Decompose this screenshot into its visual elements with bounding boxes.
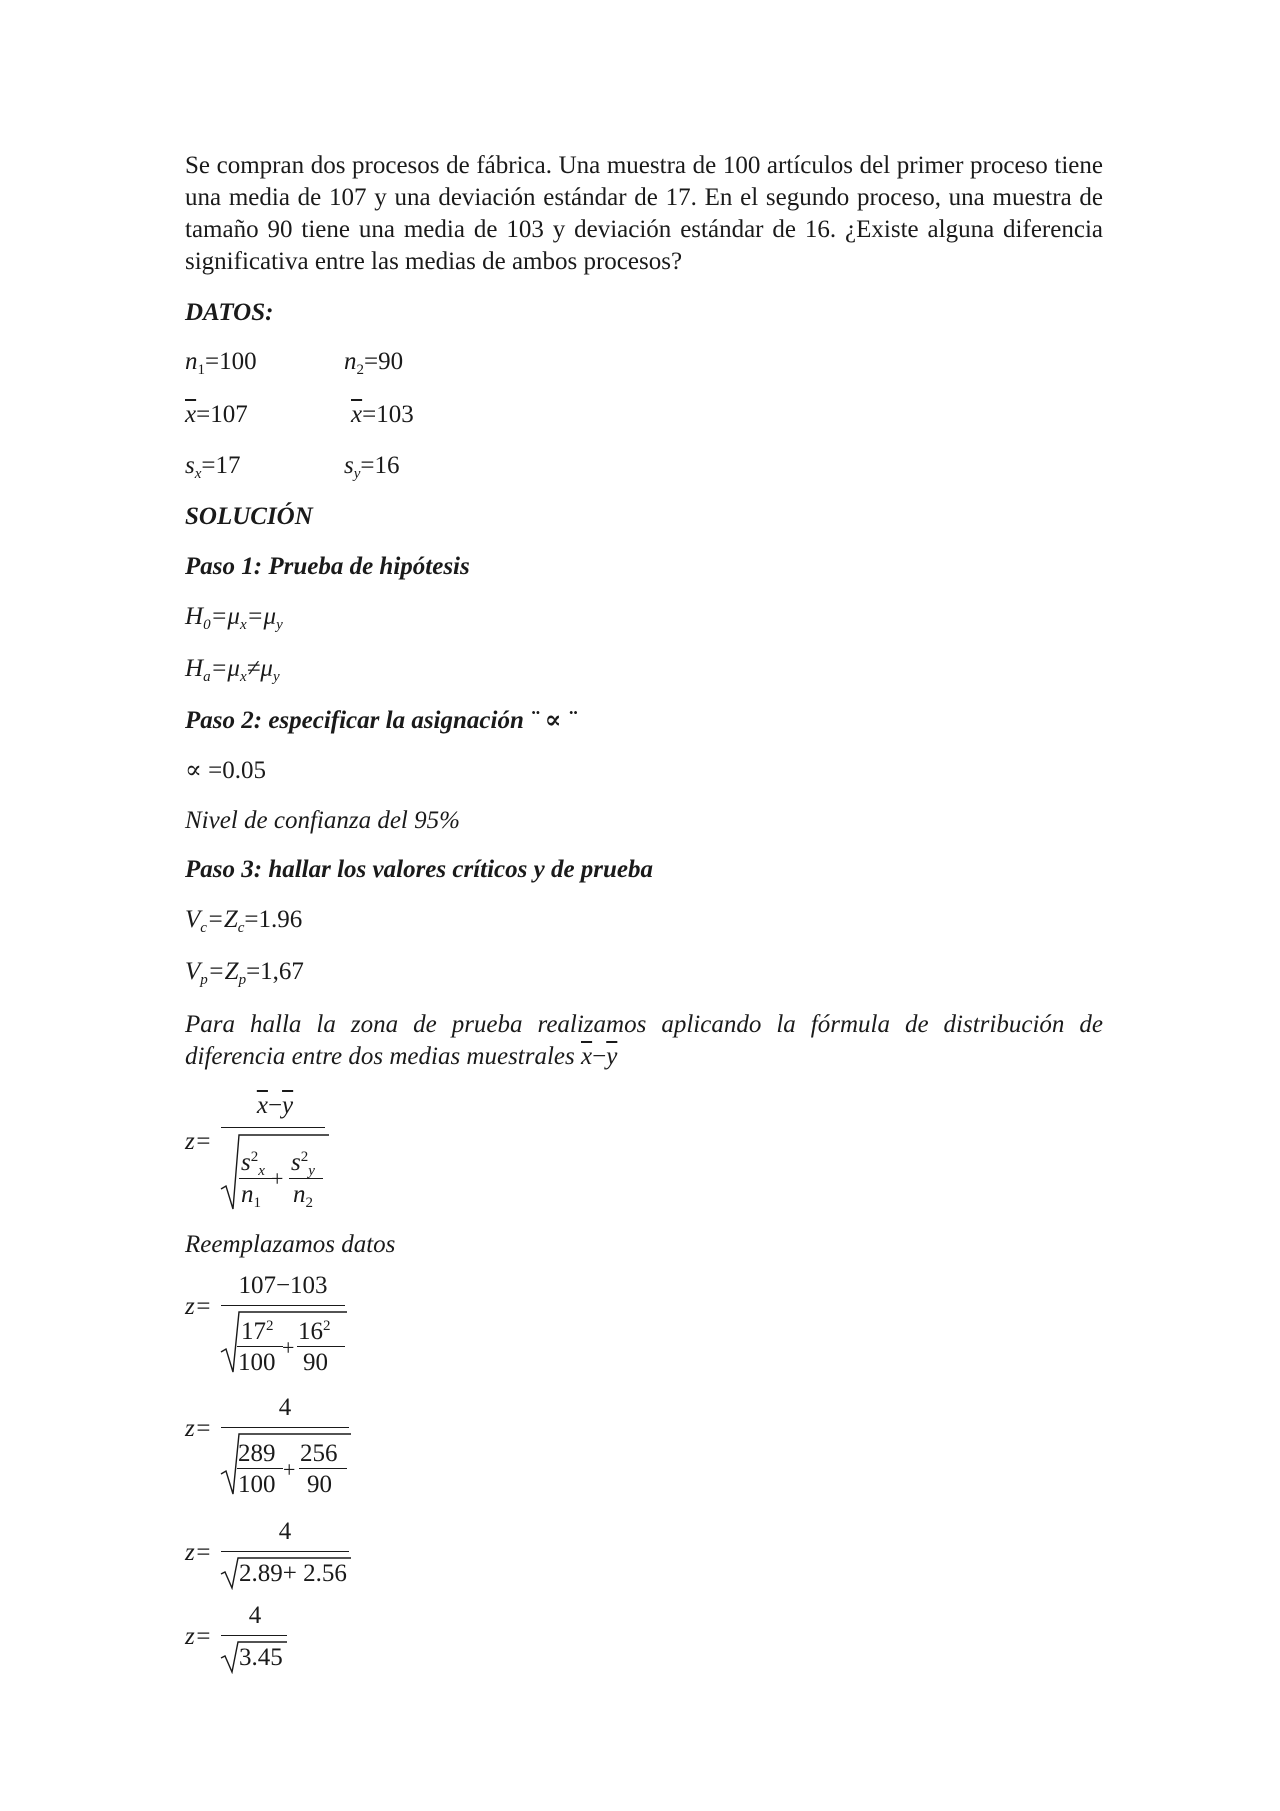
paso3-heading: Paso 3: hallar los valores críticos y de prueba (185, 856, 654, 883)
z-step-4: z= 4 3.45 (185, 1600, 305, 1680)
z-step-2: z= 4 289 100 + 256 90 (185, 1392, 355, 1502)
solucion-heading: SOLUCIÓN (185, 503, 313, 530)
z-step-1: z= 107−103 $17^2$ 100 + $16^2$ 90 (185, 1270, 355, 1380)
n2-value: $n_2=90$ (344, 348, 404, 378)
sy-value: $s_y=16$ (344, 452, 400, 482)
test-value: $V_p=Z_p=1,67$ (185, 958, 304, 988)
alt-hypothesis: $H_a=\mu_x\ne\mu_y$ (185, 655, 280, 685)
mean-x-value: $\overline{x}=107$ (185, 401, 248, 428)
datos-heading: DATOS: (185, 299, 274, 326)
paso2-heading: Paso 2: especificar la asignación ¨ ∝ ¨ (185, 707, 577, 734)
z-formula: z= $\overline{x}-\overline{y}$ $s^2_x$ $n_1$ + $s^2_y$ $n_2$ (185, 1090, 345, 1210)
null-hypothesis: $H_0=\mu_x=\mu_y$ (185, 603, 283, 633)
reemplazamos-label: Reemplazamos datos (185, 1231, 396, 1258)
zona-prueba-paragraph: Para halla la zona de prueba realizamos aplicando la fórmula de distribución de diferencia entre dos medias muestrales $\overline{x}-\overline{y}$ (185, 1011, 1103, 1070)
n1-value: $n_1=100$ (185, 348, 257, 378)
alpha-value: ∝ =0.05 (185, 757, 267, 784)
critical-value: $V_c=Z_c=1.96$ (185, 906, 303, 936)
paso1-heading: Paso 1: Prueba de hipótesis (185, 553, 470, 580)
problem-statement: Se compran dos procesos de fábrica. Una muestra de 100 artículos del primer proceso tiene una media de 107 y una deviación estándar de 17. En el segundo proceso, una muestra de tamaño 90 tiene una media de 103 y deviación estándar de 16. ¿Existe alguna diferencia significativa entre las medias de ambos procesos? (185, 152, 1103, 275)
sx-value: $s_x=17$ (185, 452, 241, 482)
z-step-3: z= 4 2.89+ 2.56 (185, 1516, 355, 1596)
confidence-level: Nivel de confianza del 95% (185, 807, 460, 834)
mean-y-value: $\overline{x}=103$ (351, 401, 414, 428)
